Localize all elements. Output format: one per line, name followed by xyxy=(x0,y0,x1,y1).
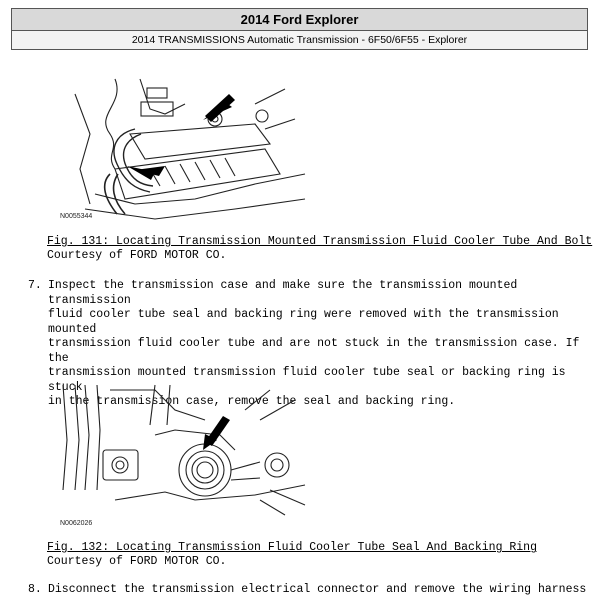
page-header xyxy=(11,8,588,50)
figure-131-caption xyxy=(47,235,592,263)
step-line: Inspect the transmission case and make sure the transmission mounted transmission xyxy=(48,279,518,307)
caption-courtesy: Courtesy of FORD MOTOR CO. xyxy=(47,249,227,262)
caption-title: Fig. 132: Locating Transmission Fluid Cooler Tube Seal And Backing Ring xyxy=(47,541,537,554)
figure-132-caption xyxy=(47,541,537,569)
document-subtitle: 2014 TRANSMISSIONS Automatic Transmission - 6F50/6F55 - Explorer xyxy=(12,31,587,49)
figure-code: N0055344 xyxy=(60,213,93,220)
step-line: fluid cooler tube seal and backing ring were removed with the transmission mounted xyxy=(48,308,559,336)
step-line: transmission fluid cooler tube and are not stuck in the transmission case. If the xyxy=(48,337,580,365)
step-line: in the transmission case, remove the seal and backing ring. xyxy=(48,395,456,408)
figure-code: N0062026 xyxy=(60,520,93,527)
step-text xyxy=(48,583,596,598)
step-number: 7. xyxy=(28,279,42,292)
step-line: transmission mounted transmission fluid cooler tube seal or backing ring is stuck xyxy=(48,366,566,394)
figure-132-illustration xyxy=(55,380,310,520)
document-title: 2014 Ford Explorer xyxy=(12,9,587,31)
step-number: 8. xyxy=(28,583,42,596)
figure-131-illustration xyxy=(55,74,310,224)
step-line: Disconnect the transmission electrical connector and remove the wiring harness xyxy=(48,583,587,596)
caption-title: Fig. 131: Locating Transmission Mounted Transmission Fluid Cooler Tube And Bolt xyxy=(47,235,593,248)
caption-courtesy: Courtesy of FORD MOTOR CO. xyxy=(47,555,227,568)
